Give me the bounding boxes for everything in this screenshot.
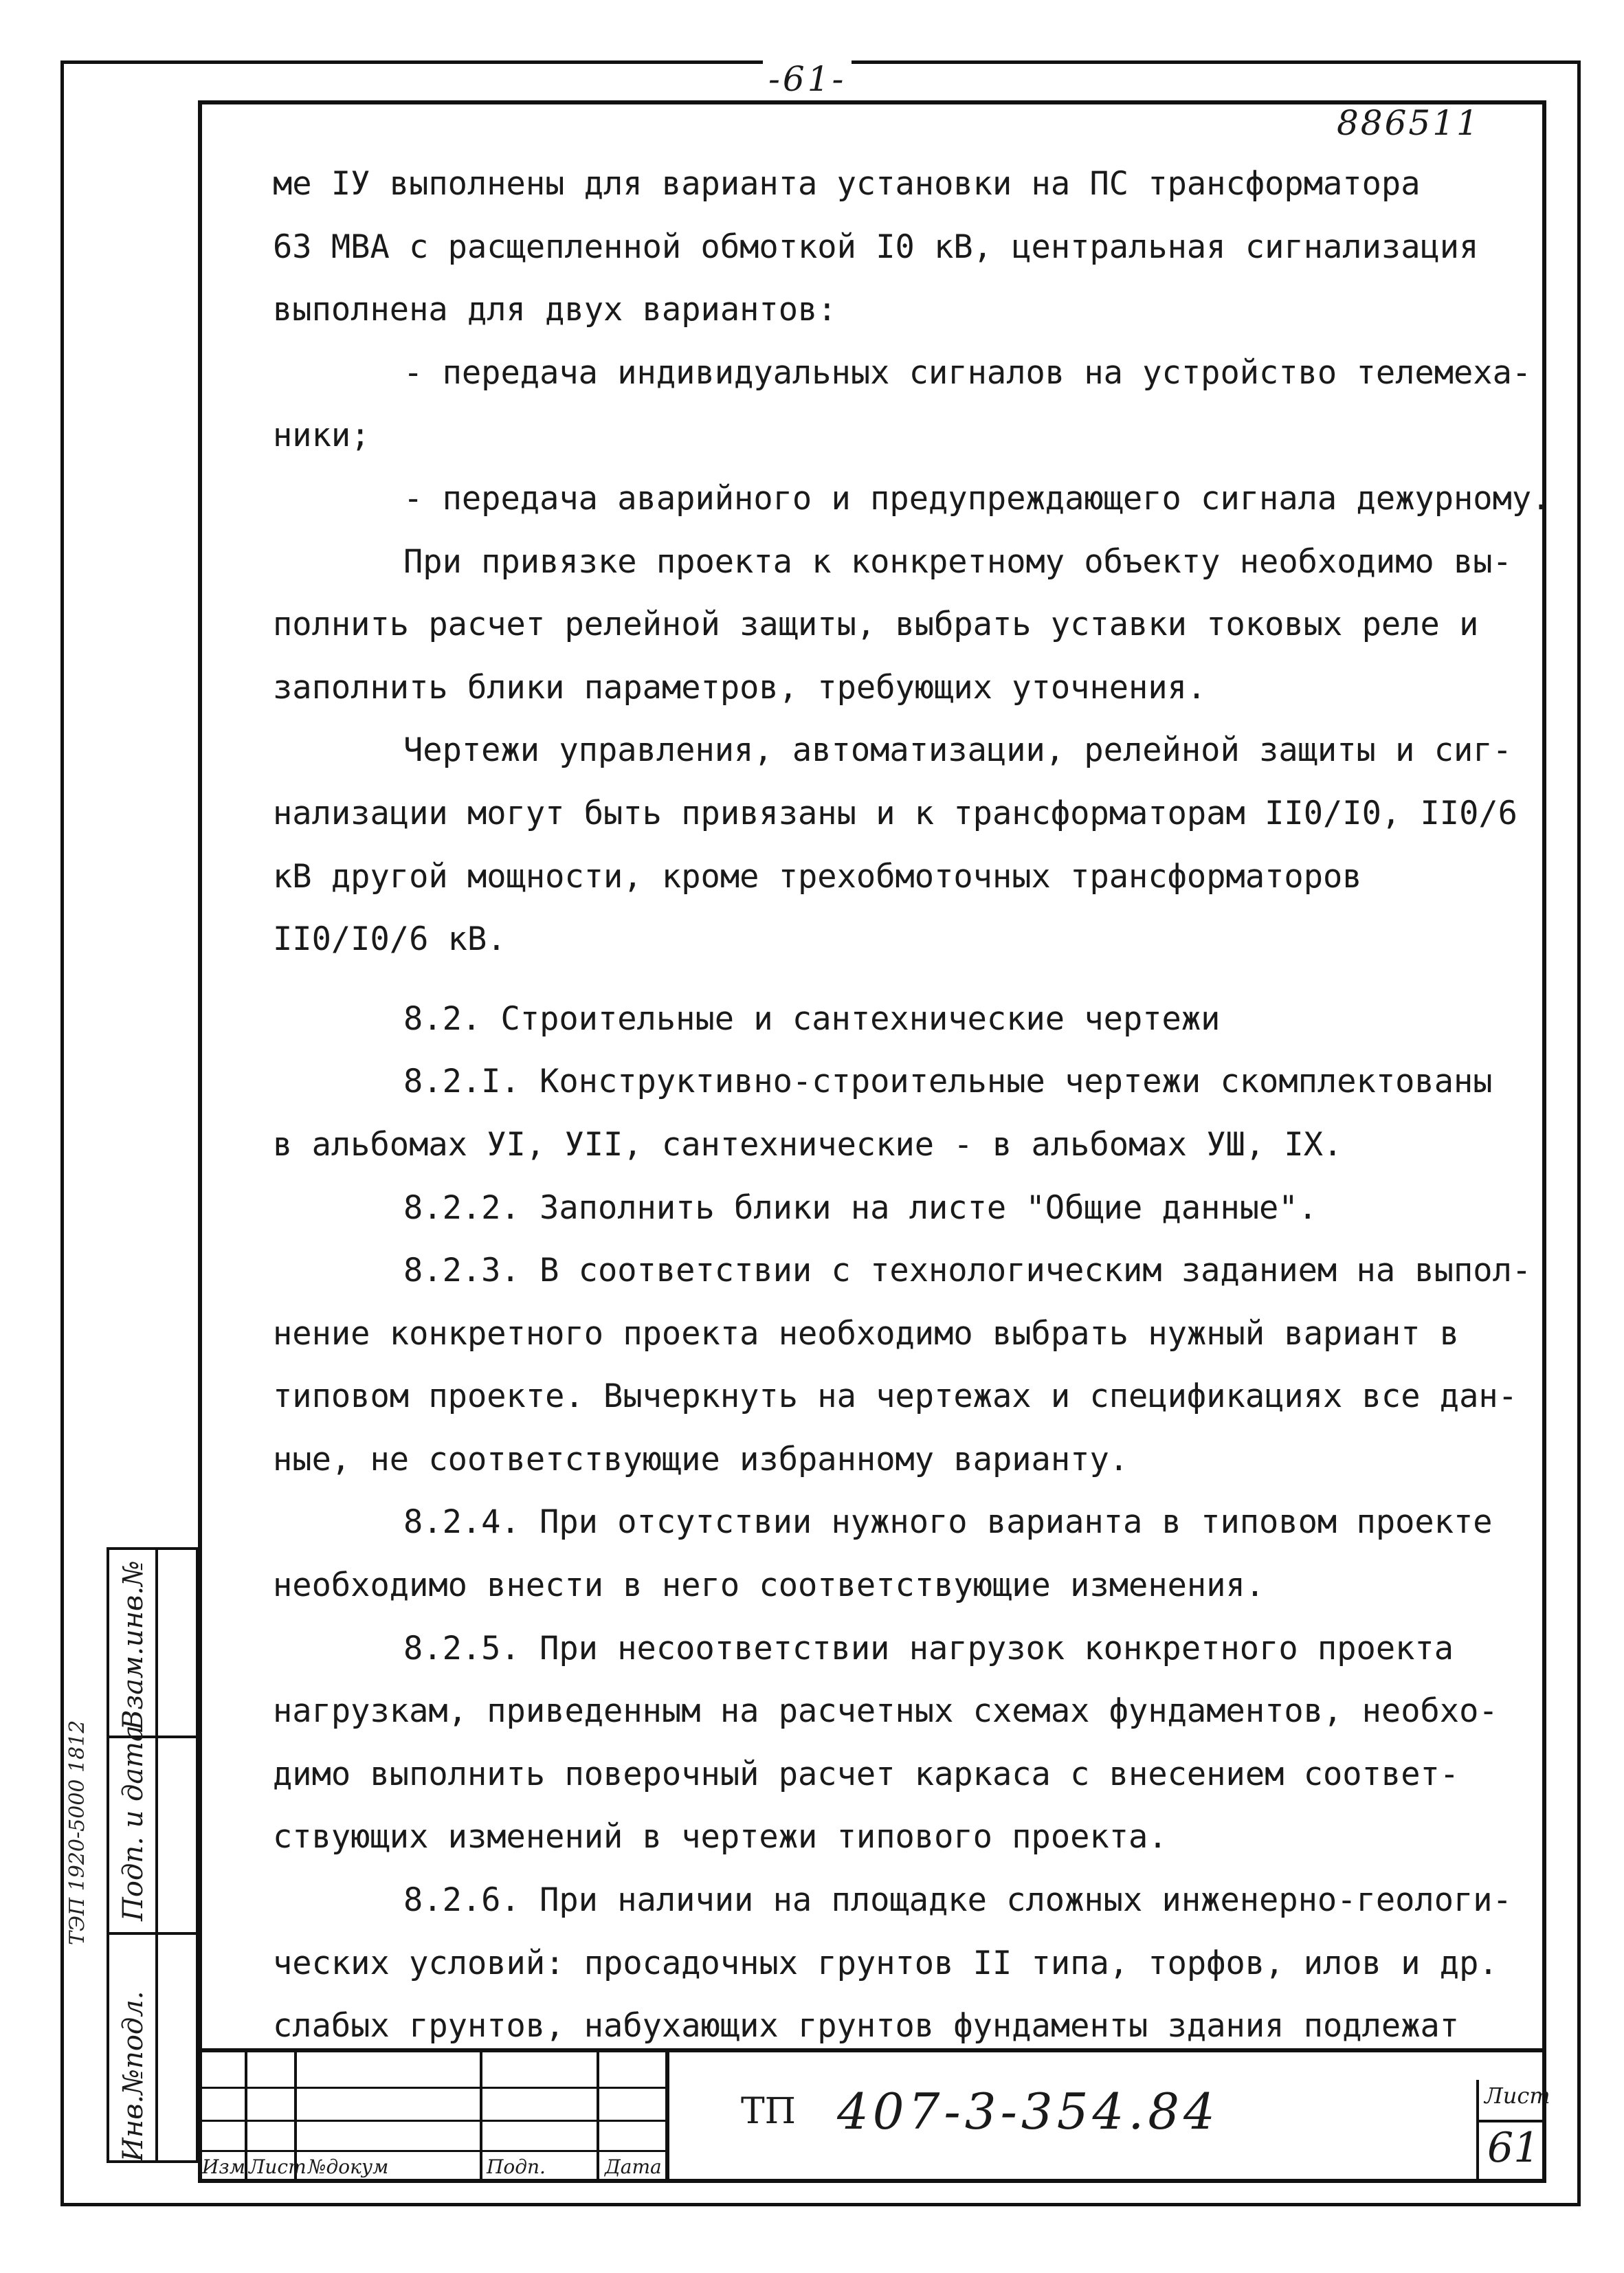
text-line: нализации могут быть привязаны и к трансформаторам II0/I0, II0/6 [273, 794, 1517, 832]
text-line: II0/I0/6 кВ. [273, 920, 507, 959]
side-note: ТЭП 1920-5000 1812 [65, 1720, 89, 1945]
side-label-inv: Инв.№подл. [118, 1991, 149, 2162]
text-line: ники; [273, 417, 370, 455]
paragraph-start: 8.2.5. При несоответствии нагрузок конкретного проекта [403, 1629, 1454, 1667]
paragraph-start: 8.2.I. Конструктивно-строительные чертежи скомплектованы [403, 1063, 1493, 1101]
sheet-label: Лист [1484, 2083, 1550, 2109]
col-label-doc: №докум [308, 2155, 389, 2178]
text-line: 63 МВА с расщепленной обмоткой I0 кВ, центральная сигнализация [273, 228, 1479, 266]
title-block [198, 2048, 1550, 2183]
title-prefix: ТП [741, 2091, 797, 2132]
text-line: типовом проекте. Вычеркнуть на чертежах и спецификациях все дан- [273, 1377, 1517, 1416]
text-line: необходимо внести в него соответствующие изменения. [273, 1566, 1265, 1605]
paragraph-start: 8.2.4. При отсутствии нужного варианта в типовом проекте [403, 1503, 1493, 1542]
revision-grid [198, 2052, 665, 2183]
text-line: ческих условий: просадочных грунтов II типа, торфов, илов и др. [273, 1944, 1498, 1982]
col-label-sign: Подп. [487, 2155, 546, 2178]
paragraph-start: Чертежи управления, автоматизации, релейной защиты и сиг- [403, 731, 1512, 770]
text-line: ствующих изменений в чертежи типового проекта. [273, 1818, 1168, 1856]
text-line: нение конкретного проекта необходимо выбрать нужный вариант в [273, 1314, 1460, 1353]
side-label-replace: Взам.инв.№ [118, 1560, 149, 1730]
paragraph-start: 8.2.6. При наличии на площадке сложных инженерно-геологи- [403, 1881, 1512, 1920]
list-item: - передача аварийного и предупреждающего сигнала дежурному. [403, 479, 1551, 518]
text-line: заполнить блики параметров, требующих уточнения. [273, 668, 1207, 707]
text-line: димо выполнить поверочный расчет каркаса с внесением соответ- [273, 1755, 1460, 1793]
list-item: - передача индивидуальных сигналов на устройство телемеха- [403, 353, 1532, 392]
col-label-sheet: Лист [249, 2155, 307, 2178]
col-label-date: Дата [605, 2155, 662, 2178]
text-line: в альбомах УI, УII, сантехнические - в альбомах УШ, IX. [273, 1125, 1343, 1164]
col-label-change: Изм [202, 2155, 245, 2178]
text-line: полнить расчет релейной защиты, выбрать уставки токовых реле и [273, 606, 1479, 644]
paragraph-start: 8.2.3. В соответствии с технологическим заданием на выпол- [403, 1252, 1532, 1290]
project-code: 407-3-354.84 [837, 2083, 1219, 2140]
sheet-box [1476, 2080, 1550, 2183]
text-line: кВ другой мощности, кроме трехобмоточных трансформаторов [273, 857, 1362, 896]
text-line: выполнена для двух вариантов: [273, 291, 837, 329]
body-text [273, 153, 1551, 2058]
text-line: нагрузкам, приведенным на расчетных схемах фундаментов, необхо- [273, 1692, 1498, 1731]
document-code: 886511 [1337, 103, 1480, 143]
text-line: слабых грунтов, набухающих грунтов фундаменты здания подлежат [273, 2007, 1460, 2045]
section-heading: 8.2. Строительные и сантехнические чертежи [403, 999, 1221, 1038]
sheet-number: 61 [1487, 2124, 1540, 2172]
paragraph-start: При привязке проекта к конкретному объекту необходимо вы- [403, 542, 1512, 581]
side-label-sign-date: Подп. и дата [118, 1725, 149, 1921]
text-line: ме IУ выполнены для варианта установки на ПС трансформатора [273, 165, 1421, 203]
side-stamp [107, 1547, 199, 2163]
page-number: -61- [763, 59, 852, 99]
text-line: ные, не соответствующие избранному варианту. [273, 1440, 1129, 1478]
paragraph-start: 8.2.2. Заполнить блики на листе "Общие данные". [403, 1188, 1317, 1227]
